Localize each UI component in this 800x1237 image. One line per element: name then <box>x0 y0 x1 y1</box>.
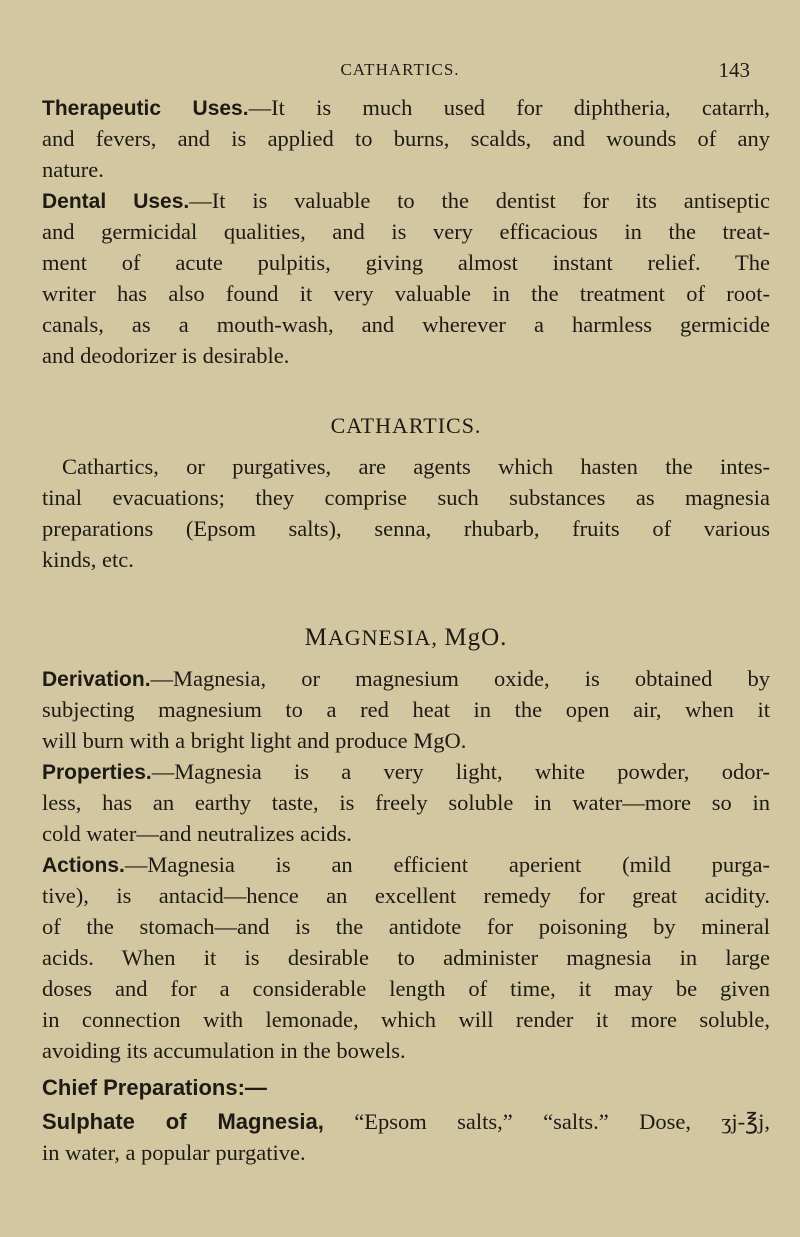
heading-cathartics: CATHARTICS. <box>330 413 482 438</box>
text-line: ment of acute pulpitis, giving almost instant relief. The <box>42 250 770 275</box>
running-header <box>0 58 800 86</box>
page-body <box>42 92 770 1168</box>
text-line: Cathartics, or purgatives, are agents which hasten the intes- <box>62 454 770 479</box>
heading-initial: M <box>304 624 328 651</box>
text-line: will burn with a bright light and produce MgO. <box>42 728 467 753</box>
section-properties <box>42 756 770 849</box>
heading-formula: MgO. <box>444 624 508 651</box>
text-line: subjecting magnesium to a red heat in the open air, when it <box>42 697 770 722</box>
heading-magnesia <box>42 619 770 657</box>
section-dental-uses <box>42 185 770 371</box>
text-line: tinal evacuations; they comprise such substances as magnesia <box>42 485 770 510</box>
text-line: writer has also found it very valuable in the treatment of root- <box>42 281 770 306</box>
text-line: acids. When it is desirable to administer magnesia in large <box>42 945 770 970</box>
section-lead: Chief Preparations:— <box>42 1075 267 1100</box>
text-line: tive), is antacid—hence an excellent remedy for great acidity. <box>42 883 770 908</box>
heading-text: AGNESIA, <box>327 625 438 650</box>
text-line: less, has an earthy taste, is freely soluble in water—more so in <box>42 790 770 815</box>
section-lead: Derivation. <box>42 668 151 691</box>
text-line: and deodorizer is desirable. <box>42 343 290 368</box>
cathartics-paragraph <box>42 451 770 575</box>
text-line: and germicidal qualities, and is very efficacious in the treat- <box>42 219 770 244</box>
section-derivation <box>42 663 770 756</box>
section-actions <box>42 849 770 1066</box>
text-line: —It is valuable to the dentist for its antiseptic <box>189 188 770 213</box>
text-line: avoiding its accumulation in the bowels. <box>42 1038 406 1063</box>
text-line: —Magnesia, or magnesium oxide, is obtained by <box>150 666 770 691</box>
text-line: and fevers, and is applied to burns, scalds, and wounds of any <box>42 126 770 151</box>
text-line: —It is much used for diphtheria, catarrh, <box>248 95 770 120</box>
text-line: cold water—and neutralizes acids. <box>42 821 352 846</box>
running-title: CATHARTICS. <box>340 60 460 79</box>
text-line: nature. <box>42 157 104 182</box>
text-line: in water, a popular purgative. <box>42 1140 306 1165</box>
section-lead: Dental Uses. <box>42 190 190 213</box>
text-line: kinds, etc. <box>42 547 134 572</box>
page-number: 143 <box>718 58 750 82</box>
text-line: —Magnesia is a very light, white powder, odor- <box>151 759 770 784</box>
text-line: —Magnesia is an efficient aperient (mild purga- <box>124 852 770 877</box>
text-line: of the stomach—and is the antidote for poisoning by mineral <box>42 914 770 939</box>
section-lead: Properties. <box>42 761 152 784</box>
section-sulphate-of-magnesia <box>42 1106 770 1168</box>
text-line: “Epsom salts,” “salts.” Dose, ʒj-℥j, <box>323 1109 770 1134</box>
chief-preparations-heading <box>42 1072 770 1103</box>
text-line: in connection with lemonade, which will render it more soluble, <box>42 1007 770 1032</box>
section-lead: Sulphate of Magnesia, <box>42 1109 324 1134</box>
text-line: preparations (Epsom salts), senna, rhubarb, fruits of various <box>42 516 770 541</box>
text-line: doses and for a considerable length of time, it may be given <box>42 976 770 1001</box>
section-therapeutic-uses <box>42 92 770 185</box>
section-lead: Actions. <box>42 854 125 877</box>
section-lead: Therapeutic Uses. <box>42 97 249 120</box>
text-line: canals, as a mouth-wash, and wherever a harmless germicide <box>42 312 770 337</box>
